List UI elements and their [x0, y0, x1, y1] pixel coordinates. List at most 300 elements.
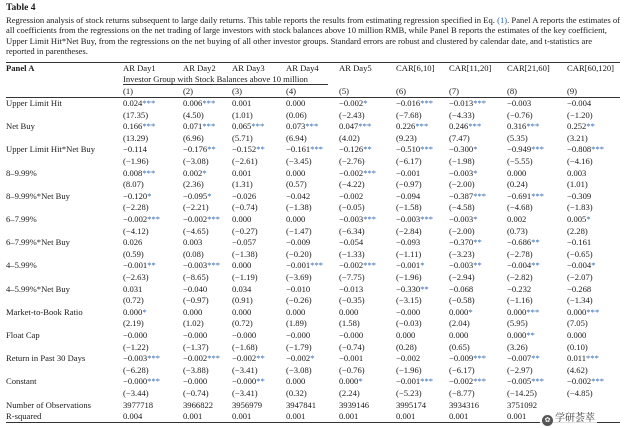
table-cell	[183, 342, 209, 353]
table-cell	[286, 342, 312, 353]
cell-value: −0.001	[396, 167, 421, 178]
cell-value: 0.000	[339, 306, 359, 317]
cell-value: (1.01)	[567, 179, 588, 190]
significance-stars: ***	[142, 98, 156, 108]
cell-value: (−4.12)	[123, 225, 149, 236]
tstat-row	[0, 365, 624, 376]
significance-stars: *	[473, 167, 478, 178]
table-cell	[183, 400, 213, 411]
table-cell	[123, 144, 147, 155]
cell-value: −0.152	[232, 144, 257, 155]
cell-value: 0.000	[286, 376, 306, 387]
cell-value: 0.001	[449, 411, 469, 422]
cell-value: 3977718	[123, 399, 154, 410]
table-cell	[339, 295, 365, 306]
cell-value: (−14.25)	[507, 388, 537, 398]
cell-value: −0.000	[286, 330, 311, 340]
table-cell	[183, 156, 209, 167]
significance-stars: *	[207, 190, 212, 201]
cell-value: −0.002	[183, 353, 208, 364]
cell-value: 3751092	[507, 399, 538, 410]
cell-value: (2.28)	[567, 225, 588, 236]
table-cell	[507, 376, 544, 387]
table-cell	[449, 110, 475, 121]
cell-value: (−1.58)	[396, 202, 422, 213]
cell-value: 0.001	[232, 167, 252, 178]
cell-value: −0.003	[339, 214, 364, 224]
table-cell	[123, 388, 149, 399]
cell-value: 0.065	[232, 121, 252, 132]
table-cell	[339, 260, 376, 271]
cell-value: (0.10)	[567, 341, 588, 352]
table-cell	[232, 411, 251, 422]
cell-value: −0.120	[123, 190, 148, 201]
cell-value: (−2.07)	[567, 272, 593, 282]
table-cell	[567, 260, 595, 271]
significance-stars: *	[310, 353, 315, 364]
table-cell	[232, 214, 251, 225]
table-cell	[339, 179, 365, 190]
table-cell	[123, 260, 156, 271]
table-cell	[449, 307, 473, 318]
cell-value: (1.02)	[183, 318, 204, 329]
cell-value: (−0.26)	[286, 295, 312, 306]
table-cell	[339, 272, 365, 283]
significance-stars: *	[147, 190, 152, 201]
column-number: (1)	[123, 86, 134, 96]
table-cell	[449, 353, 486, 364]
table-title: Table 4	[6, 3, 36, 13]
cell-value: (−0.65)	[567, 248, 593, 259]
cell-value: −0.003	[123, 353, 148, 364]
cell-value: (−0.05)	[339, 202, 365, 213]
table-cell	[232, 330, 256, 341]
cell-value: (−1.98)	[449, 156, 475, 166]
cell-value: (−0.97)	[183, 295, 209, 306]
cell-value: −0.003	[396, 214, 421, 224]
significance-stars: **	[256, 353, 265, 364]
table-cell	[286, 284, 310, 295]
cell-value: 3966822	[183, 399, 214, 410]
cell-value: 0.026	[123, 237, 143, 248]
table-cell	[507, 353, 540, 364]
cell-value: (−4.22)	[339, 179, 365, 190]
cell-value: (−6.17)	[449, 364, 475, 375]
table-cell	[123, 295, 144, 306]
table-cell	[123, 121, 155, 132]
table-cell	[339, 202, 365, 213]
table-cell	[123, 365, 149, 376]
cell-value: (−3.23)	[449, 248, 475, 259]
table-cell	[449, 133, 470, 144]
table-cell	[183, 330, 207, 341]
table-cell	[183, 318, 204, 329]
table-cell	[396, 307, 420, 318]
table-cell	[123, 411, 142, 422]
column-header: AR Day3	[232, 63, 265, 73]
cell-value: −0.002	[396, 353, 421, 364]
significance-stars: ***	[207, 214, 221, 224]
cell-value: (−0.74)	[183, 388, 209, 398]
cell-value: 0.034	[232, 283, 252, 294]
table-cell	[449, 284, 473, 295]
cell-value: −0.001	[339, 353, 364, 364]
cell-value: (−4.58)	[449, 202, 475, 213]
table-cell	[449, 400, 479, 411]
cell-value: (−5.23)	[396, 388, 422, 398]
table-cell	[567, 249, 593, 260]
tstat-row	[0, 272, 624, 283]
cell-value: 0.004	[123, 411, 143, 422]
table-cell	[449, 179, 475, 190]
cell-value: 0.316	[507, 121, 527, 132]
significance-stars: *	[420, 260, 425, 271]
cell-value: (−1.68)	[232, 341, 258, 352]
significance-stars: ***	[420, 376, 434, 387]
table-cell	[183, 144, 216, 155]
significance-stars: ***	[415, 121, 429, 132]
row-label: 4–5.99%*Net Buy	[6, 283, 70, 294]
table-cell	[567, 307, 599, 318]
significance-stars: **	[586, 121, 595, 132]
cell-value: (5.71)	[232, 132, 253, 143]
table-cell	[232, 318, 253, 329]
significance-stars: ***	[358, 121, 372, 132]
cell-value: −0.370	[449, 237, 474, 248]
significance-stars: ***	[363, 214, 377, 224]
table-cell	[567, 110, 593, 121]
table-cell	[339, 156, 365, 167]
significance-stars: ***	[526, 121, 540, 132]
table-cell	[123, 284, 142, 295]
table-cell	[396, 98, 433, 109]
cell-value: 0.001	[396, 411, 416, 422]
table-cell	[396, 342, 417, 353]
table-cell	[183, 110, 204, 121]
cell-value: −0.002	[339, 98, 364, 108]
table-cell	[286, 237, 310, 248]
table-cell	[183, 226, 209, 237]
table-cell	[183, 295, 209, 306]
table-row	[0, 214, 624, 225]
table-cell	[507, 144, 544, 155]
table-cell	[396, 272, 422, 283]
cell-value: (0.57)	[286, 179, 307, 190]
table-cell	[123, 168, 155, 179]
table-cell	[396, 411, 415, 422]
table-cell	[232, 168, 251, 179]
table-cell	[286, 202, 312, 213]
cell-value: 0.011	[567, 353, 587, 364]
row-label: 8–9.99%	[6, 167, 37, 178]
cell-value: (0.06)	[286, 109, 307, 120]
row-label: 6–7.99%	[6, 214, 37, 224]
table-cell	[123, 342, 149, 353]
equation-link[interactable]: (1)	[497, 15, 508, 25]
cell-value: (−1.83)	[567, 202, 593, 213]
significance-stars: **	[363, 144, 372, 155]
cell-value: −0.013	[449, 98, 474, 108]
column-number: (4)	[286, 86, 297, 96]
significance-stars: ***	[531, 376, 545, 387]
cell-value: −0.691	[507, 190, 532, 201]
table-cell	[183, 191, 211, 202]
significance-stars: ***	[305, 121, 319, 132]
table-cell	[567, 179, 588, 190]
table-cell	[396, 365, 422, 376]
significance-stars: ***	[420, 144, 434, 155]
cell-value: −0.013	[339, 283, 364, 294]
table-cell	[183, 249, 204, 260]
cell-value: −0.949	[507, 144, 532, 155]
row-label: Float Cap	[6, 330, 40, 340]
cell-value: 0.031	[123, 283, 143, 294]
cell-value: (2.04)	[449, 318, 470, 329]
table-cell	[123, 179, 144, 190]
cell-value: −0.068	[449, 283, 474, 294]
table-cell	[183, 284, 207, 295]
cell-value: (−1.19)	[232, 272, 258, 282]
cell-value: −0.042	[286, 190, 311, 201]
table-cell	[232, 144, 265, 155]
table-cell	[507, 226, 528, 237]
column-header: AR Day5	[339, 63, 372, 73]
significance-stars: ***	[142, 121, 156, 132]
cell-value: (0.72)	[232, 318, 253, 329]
table-cell	[123, 214, 160, 225]
significance-stars: ***	[473, 98, 487, 108]
table-cell	[567, 237, 591, 248]
cell-value: −0.009	[449, 353, 474, 364]
cell-value: −0.002	[339, 167, 364, 178]
cell-value: −0.000	[232, 376, 257, 387]
cell-value: 0.000	[507, 306, 527, 317]
cell-value: −0.054	[339, 237, 364, 248]
cell-value: (−0.58)	[449, 295, 475, 306]
cell-value: (−1.16)	[507, 295, 533, 306]
significance-stars: ***	[147, 376, 161, 387]
cell-value: −0.114	[123, 144, 147, 155]
table-cell	[449, 295, 475, 306]
table-row	[0, 376, 624, 387]
table-cell	[567, 156, 593, 167]
cell-value: (0.59)	[123, 248, 144, 259]
table-row	[0, 144, 624, 155]
table-cell	[232, 260, 251, 271]
table-cell	[449, 376, 486, 387]
cell-value: −0.268	[567, 283, 592, 294]
table-cell	[123, 353, 160, 364]
cell-value: −0.095	[183, 190, 208, 201]
table-cell	[396, 214, 433, 225]
cell-value: 0.003	[567, 167, 587, 178]
table-cell	[123, 110, 148, 121]
table-cell	[286, 376, 305, 387]
cell-value: (−1.22)	[123, 341, 149, 352]
tstat-row	[0, 318, 624, 329]
cell-value: (−1.96)	[396, 364, 422, 375]
table-cell	[339, 214, 376, 225]
table-cell	[507, 98, 531, 109]
panel-label: Panel A	[6, 63, 35, 73]
cell-value: −0.001	[396, 376, 421, 387]
table-cell	[339, 110, 365, 121]
table-cell	[232, 342, 258, 353]
cell-value: 0.005	[567, 214, 587, 224]
significance-stars: ***	[473, 190, 487, 201]
row-label: Return in Past 30 Days	[6, 353, 86, 364]
cell-value: (−3.08)	[183, 156, 209, 166]
significance-stars: *	[586, 214, 591, 224]
table-cell	[286, 144, 323, 155]
cell-value: −0.016	[396, 98, 421, 108]
cell-value: 0.000	[339, 376, 359, 387]
cell-value: (−1.38)	[232, 248, 258, 259]
cell-value: (−0.27)	[232, 225, 258, 236]
cell-value: (1.58)	[339, 318, 360, 329]
cell-value: (0.24)	[507, 179, 528, 190]
table-cell	[507, 400, 537, 411]
cell-value: (7.05)	[567, 318, 588, 329]
significance-stars: **	[207, 144, 216, 155]
cell-value: (5.95)	[507, 318, 528, 329]
table-cell	[567, 284, 591, 295]
table-cell	[507, 272, 533, 283]
cell-value: (−3.41)	[232, 364, 258, 375]
table-row	[0, 330, 624, 341]
cell-value: −0.003	[507, 98, 532, 108]
table-cell	[339, 400, 369, 411]
cell-value: 0.008	[123, 167, 143, 178]
significance-stars: *	[473, 144, 478, 155]
table-cell	[183, 179, 204, 190]
table-cell	[123, 307, 147, 318]
table-cell	[567, 202, 593, 213]
cell-value: 0.000	[232, 260, 252, 271]
table-cell	[232, 202, 258, 213]
cell-value: (−7.75)	[339, 272, 365, 282]
watermark	[540, 409, 597, 426]
table-cell	[507, 365, 533, 376]
table-cell	[286, 214, 305, 225]
table-cell	[123, 272, 149, 283]
significance-stars: ***	[202, 98, 216, 108]
cell-value: −0.003	[449, 167, 474, 178]
significance-stars: **	[256, 376, 265, 387]
cell-value: −0.000	[123, 376, 148, 387]
table-cell	[507, 110, 533, 121]
row-label: Net Buy	[6, 121, 35, 132]
cell-value: 0.000	[286, 306, 306, 317]
table-cell	[123, 98, 155, 109]
table-cell	[507, 133, 528, 144]
cell-value: (6.94)	[286, 132, 307, 143]
cell-value: (−1.38)	[286, 202, 312, 213]
cell-value: −0.176	[183, 144, 208, 155]
table-cell	[286, 272, 312, 283]
cell-value: 0.000	[507, 167, 527, 178]
table-cell	[396, 260, 424, 271]
cell-value: 0.003	[183, 237, 203, 248]
cell-value: −0.004	[567, 260, 592, 271]
table-cell	[396, 376, 433, 387]
cell-value: 0.002	[507, 214, 527, 224]
table-cell	[286, 330, 310, 341]
cell-value: (−1.33)	[339, 248, 365, 259]
significance-stars: **	[473, 237, 482, 248]
table-cell	[183, 353, 220, 364]
column-number: (6)	[396, 86, 407, 96]
cell-value: 3934316	[449, 399, 480, 410]
table-cell	[183, 98, 215, 109]
table-cell	[567, 318, 588, 329]
cell-value: (9.23)	[396, 132, 417, 143]
cell-value: 0.006	[183, 98, 203, 108]
cell-value: 0.000	[232, 306, 252, 317]
table-cell	[449, 249, 475, 260]
cell-value: −0.000	[339, 330, 364, 340]
cell-value: 0.246	[449, 121, 469, 132]
cell-value: (−7.68)	[396, 109, 422, 120]
cell-value: −0.330	[396, 283, 421, 294]
table-row	[0, 260, 624, 271]
table-cell	[123, 156, 149, 167]
significance-stars: *	[473, 214, 478, 224]
table-cell	[339, 342, 365, 353]
significance-stars: **	[531, 237, 540, 248]
table-cell	[286, 411, 305, 422]
cell-value: −0.232	[507, 283, 532, 294]
table-cell	[339, 330, 363, 341]
table-cell	[286, 295, 312, 306]
table-cell	[183, 202, 209, 213]
table-cell	[567, 353, 599, 364]
table-cell	[396, 226, 422, 237]
cell-value: 0.166	[123, 121, 143, 132]
cell-value: (−6.17)	[396, 156, 422, 166]
cell-value: −0.161	[286, 144, 311, 155]
row-label: 4–5.99%	[6, 260, 37, 271]
cell-value: (7.47)	[449, 132, 470, 143]
row-label: Constant	[6, 376, 37, 387]
table-cell	[449, 121, 481, 132]
column-number: (3)	[232, 86, 243, 96]
cell-value: 0.000	[286, 98, 306, 108]
significance-stars: ***	[147, 353, 161, 364]
table-cell	[449, 330, 468, 341]
table-cell	[232, 376, 265, 387]
table-cell	[232, 110, 253, 121]
table-row	[0, 121, 624, 132]
table-cell	[339, 144, 372, 155]
cell-value: 3956979	[232, 399, 263, 410]
cell-value: (17.35)	[123, 109, 149, 120]
table-row	[0, 168, 624, 179]
wechat-icon: ✿	[542, 415, 553, 426]
table-cell	[449, 237, 482, 248]
table-cell	[396, 121, 428, 132]
table-row	[0, 307, 624, 318]
cell-value: (−2.84)	[396, 225, 422, 236]
table-cell	[449, 168, 477, 179]
table-cell	[567, 226, 588, 237]
cell-value: 0.000	[567, 306, 587, 317]
cell-value: −0.002	[123, 214, 148, 224]
table-cell	[396, 353, 420, 364]
significance-stars: ***	[310, 144, 324, 155]
table-cell	[396, 237, 420, 248]
significance-stars: ***	[310, 260, 324, 271]
